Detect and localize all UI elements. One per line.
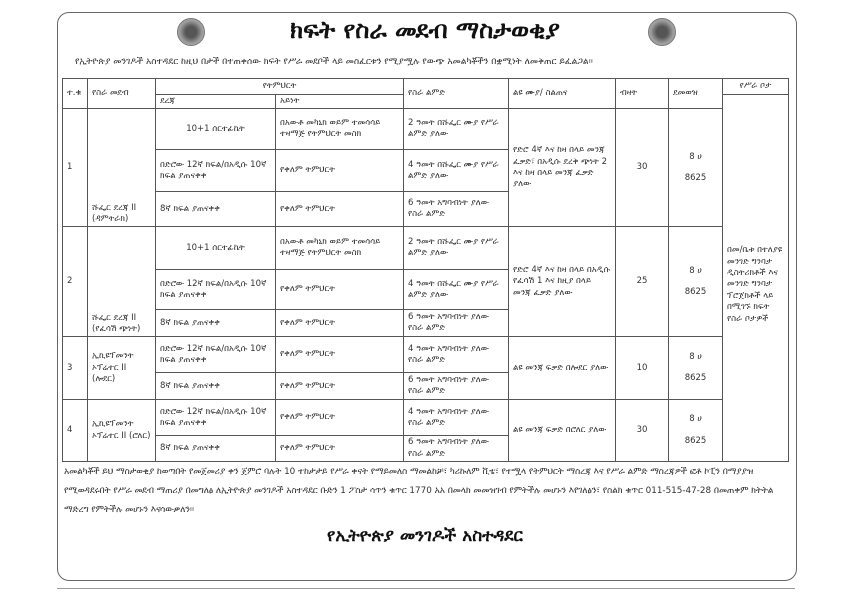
experience: 2 ዓመት በሹፌር ሙያ የሥራ ልምድ ያለው	[404, 109, 509, 150]
experience: 4 ዓመት በሹፌር ሙያ የሥራ ልምድ ያለው	[404, 150, 509, 192]
education-level: በድሮው 12ኛ ክፍል/በአዲሱ 10ኛ ክፍል ያጠናቀቀ	[156, 150, 276, 192]
education-type: የቀለም ትምህርት	[276, 337, 404, 373]
education-type: የቀለም ትምህርት	[276, 150, 404, 192]
divider	[57, 588, 795, 589]
education-type: የቀለም ትምህርት	[276, 400, 404, 436]
header-experience: የስራ ልምድ	[404, 79, 509, 109]
education-level: በድሮው 12ኛ ክፍል/በአዲሱ 10ኛ ክፍል ያጠናቀቀ	[156, 270, 276, 310]
intro-text: የኢትዮጵያ መንገዶች አስተዳደር ከዚህ በታች በተጠቀሰው ክፍት የሥራ መደቦች ላይ መስፈርቱን የሚያሟሉ የውጭ አመልካቾችን በቋሚነት ለመቅጠር ይፈልጋል፡፡	[75, 57, 593, 67]
header-location-spacer	[723, 95, 789, 109]
education-type: የቀለም ትምህርት	[276, 373, 404, 400]
experience: 2 ዓመት በሹፌር ሙያ የሥራ ልምድ ያለው	[404, 227, 509, 270]
salary-grade: 8 ሀ	[689, 265, 702, 276]
position-name: ሹፌር ደረጃ II (የፈሳሽ ጭነት)	[88, 227, 156, 337]
quantity: 30	[616, 109, 669, 227]
page-title: ክፍት የስራ መደብ ማስታወቂያ	[290, 16, 560, 44]
row-number: 1	[63, 109, 88, 227]
header-qty: ብዛት	[616, 79, 669, 109]
education-level: 8ኛ ክፍል ያጠናቀቀ	[156, 373, 276, 400]
vacancy-table	[62, 78, 789, 462]
experience: 4 ዓመት አግባብነት ያለው የስራ ልምድ	[404, 400, 509, 436]
salary	[669, 109, 723, 227]
salary	[669, 337, 723, 400]
education-type: በአውቶ መካኒክ ወይም ተመሳሳይ ተዛማጅ የትምህርት መስክ	[276, 109, 404, 150]
education-level: 10+1 ሰርተፊኬት	[156, 109, 276, 150]
education-level: 8ኛ ክፍል ያጠናቀቀ	[156, 436, 276, 462]
salary	[669, 400, 723, 462]
experience: 4 ዓመት በሹፌር ሙያ የሥራ ልምድ ያለው	[404, 270, 509, 310]
position-name: ሹፌር ደረጃ II (ዳምትራክ)	[88, 109, 156, 227]
quantity: 25	[616, 227, 669, 337]
experience: 6 ዓመት አግባብነት ያለው የስራ ልምድ	[404, 310, 509, 337]
header-location: የሥራ ቦታ	[723, 79, 789, 95]
table-row	[63, 109, 789, 150]
education-level: 8ኛ ክፍል ያጠናቀቀ	[156, 192, 276, 227]
row-number: 2	[63, 227, 88, 337]
special-requirement: የድሮ 4ኛ እና ከዛ በላይ በአዲሱ የፈሳሽ 1 እና ከዚያ በላይ መንጃ ፈቃድ ያለው	[509, 227, 616, 337]
table-row	[63, 400, 789, 436]
work-location: በመ/ቤቱ በተለያዩ መንገድ ግንባታ ዲስትሪክቶች እና መንገድ ግንባታ ፕሮጀክቶች ላይ በሚገኙ ክፍት የስራ ቦታዎች	[723, 109, 789, 462]
signature-org: የኢትዮጵያ መንገዶች አስተዳደር	[327, 526, 523, 546]
quantity: 10	[616, 337, 669, 400]
header-type: አይነት	[276, 95, 404, 109]
experience: 4 ዓመት አግባብነት ያለው የስራ ልምድ	[404, 337, 509, 373]
education-level: በድሮው 12ኛ ክፍል/በአዲሱ 10ኛ ክፍል ያጠናቀቀ	[156, 400, 276, 436]
footer-instructions: አመልካቾች ይህ ማስታወቂያ ከወጣበት የመጀመሪያ ቀን ጀምሮ ባሉት 10 ተከታታይ የሥራ ቀናት የማይመለስ ማመልከቻ፣ ካሪኩለም ቪቴ፣ የተሟላ የትምህርት ማስረጃ እና የሥራ ልምድ ማስረጃዎች ፎቶ ኮፒን በማያያዝ የሚወዳደሩበት የሥራ መደብ ማጠሪያ በመግለፅ ለኢትዮጵያ መንገዶች አስተዳደር ቡድን 1 ፖስታ ሳጥን ቁጥር 1770 አአ በመላክ መመዝገብ የምትችሉ መሆኑን እየገለፅን፣ የስልክ ቁጥር 011-515-47-28 በመጠቀም ክትትል ማድረግ የምትችሉ መሆኑን እናሳውቃለን፡፡	[64, 467, 774, 515]
row-number: 3	[63, 337, 88, 400]
education-type: በአውቶ መካኒክ ወይም ተመሳሳይ ተዛማጅ የትምህርት መስክ	[276, 227, 404, 270]
header-education: የትምህርት	[156, 79, 404, 95]
education-type: የቀለም ትምህርት	[276, 310, 404, 337]
education-level: በድሮው 12ኛ ክፍል/በአዲሱ 10ኛ ክፍል ያጠናቀቀ	[156, 337, 276, 373]
salary-amount: 8625	[684, 286, 707, 297]
salary-grade: 8 ሀ	[689, 151, 702, 162]
salary-grade: 8 ሀ	[689, 352, 702, 362]
table-row	[63, 227, 789, 270]
salary-amount: 8625	[684, 435, 707, 446]
header-no: ተ.ቁ	[63, 79, 88, 109]
education-type: የቀለም ትምህርት	[276, 270, 404, 310]
experience: 6 ዓመት አግባብነት ያለው የስራ ልምድ	[404, 436, 509, 462]
salary-amount: 8625	[684, 172, 707, 183]
header-position: የስራ መደብ	[88, 79, 156, 109]
experience: 6 ዓመት አግባብነት ያለው የስራ ልምድ	[404, 373, 509, 400]
special-requirement: ልዩ መንጃ ፍቃድ በሎደር ያለው	[509, 337, 616, 400]
quantity: 30	[616, 400, 669, 462]
education-level: 8ኛ ክፍል ያጠናቀቀ	[156, 310, 276, 337]
header-special: ልዩ ሙያ/ ስልጠና	[509, 79, 616, 109]
education-type: የቀለም ትምህርት	[276, 436, 404, 462]
education-level: 10+1 ሰርተፊኬት	[156, 227, 276, 270]
experience: 6 ዓመት አግባብነት ያለው የስራ ልምድ	[404, 192, 509, 227]
position-name: ኢኪዩፕመንት ኦፕሬተር II (ሎደር)	[88, 337, 156, 400]
special-requirement: ልዩ መንጃ ፍቃድ በሮለር ያለው	[509, 400, 616, 462]
education-type: የቀለም ትምህርት	[276, 192, 404, 227]
table-row	[63, 337, 789, 373]
salary-grade: 8 ሀ	[689, 414, 702, 425]
header-level: ደረጃ	[156, 95, 276, 109]
salary-amount: 8625	[684, 373, 707, 384]
header-salary: ደመወዝ	[669, 79, 723, 109]
salary	[669, 227, 723, 337]
position-name: ኢኪዩፕመንት ኦፕሬተር II (ሮለር)	[88, 400, 156, 462]
special-requirement: የድሮ 4ኛ እና ከዛ በላይ መንጃ ፈቃድ፣ በአዲሱ ደረቅ ጭነት 2 እና ከዛ በላይ መንጃ ፈቃድ ያለው	[509, 109, 616, 227]
row-number: 4	[63, 400, 88, 462]
